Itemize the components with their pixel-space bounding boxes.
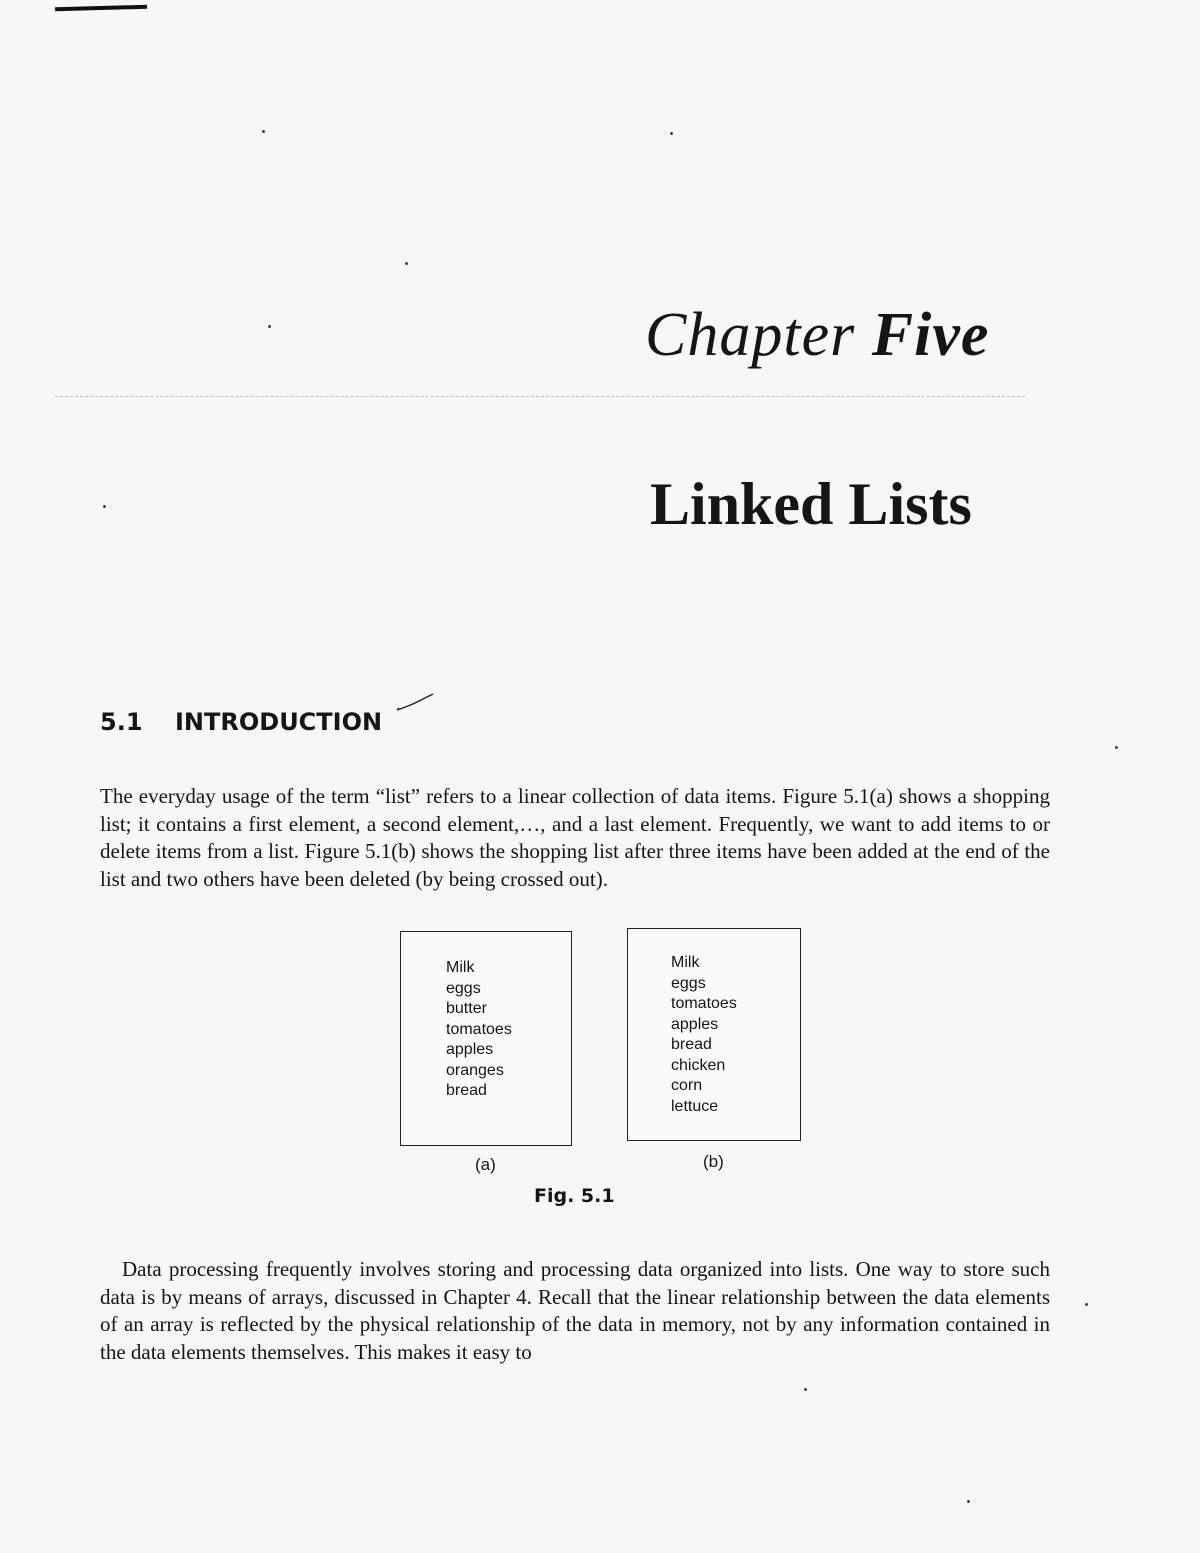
list-item: oranges (446, 1061, 504, 1079)
shopping-list-b (627, 928, 801, 1141)
list-item: apples (671, 1015, 719, 1033)
figure-label: Fig. 5.1 (534, 1185, 615, 1207)
scan-speck (670, 132, 673, 135)
section-number: 5.1 (100, 708, 143, 736)
paragraph: Data processing frequently involves storing and processing data organized into lists. One way to store such data is by means of arrays, discussed in Chapter 4. Recall that the linear relationship between the data elements of an array is reflected by the physical relationship of the data in memory, not by any information contained in the data elements themselves. This makes it easy to (100, 1257, 1050, 1364)
scan-speck (804, 1388, 807, 1391)
chapter-heading (645, 300, 989, 371)
list-item: eggs (446, 979, 481, 997)
list-item: bread (671, 1036, 712, 1053)
chapter-title: Linked Lists (650, 471, 972, 537)
list-b-items (671, 953, 737, 1117)
figure-caption-a: (a) (475, 1155, 496, 1174)
list-item: eggs (671, 974, 706, 992)
section-heading (100, 708, 382, 736)
scan-mark (55, 0, 147, 11)
list-item: lettuce (671, 1097, 719, 1115)
list-item: apples (446, 1041, 494, 1058)
list-item: chicken (671, 1056, 726, 1074)
list-item: tomatoes (446, 1020, 512, 1038)
scan-speck (103, 505, 106, 508)
paragraph: The everyday usage of the term “list” refers to a linear collection of data items. Figure 5.1(a) shows a shopping list; it contains a first element, a second element,…, and a last element. Frequently, we want to add items to or delete items from a list. Figure 5.1(b) shows the shopping list after three items have been added at the end of the list and two others have been deleted (by being crossed out). (100, 784, 1050, 891)
scan-speck (1115, 746, 1118, 749)
pen-tick-mark (395, 692, 435, 714)
scan-speck (1085, 1303, 1088, 1306)
scan-speck (268, 325, 271, 328)
figure-caption-b: (b) (703, 1152, 724, 1171)
list-item: Milk (671, 954, 700, 971)
list-item: bread (446, 1082, 487, 1099)
faint-rule (55, 396, 1025, 398)
chapter-label: Chapter (645, 301, 856, 369)
scan-speck (262, 130, 265, 133)
scan-speck (405, 262, 408, 265)
shopping-list-a (400, 931, 572, 1146)
list-item: tomatoes (671, 995, 737, 1012)
list-a-items (446, 958, 512, 1102)
scan-speck (967, 1500, 970, 1503)
list-item: butter (446, 1000, 487, 1017)
chapter-number: Five (871, 301, 990, 369)
section-title: INTRODUCTION (175, 708, 383, 736)
list-item: corn (671, 1077, 703, 1094)
list-item: Milk (446, 959, 475, 976)
